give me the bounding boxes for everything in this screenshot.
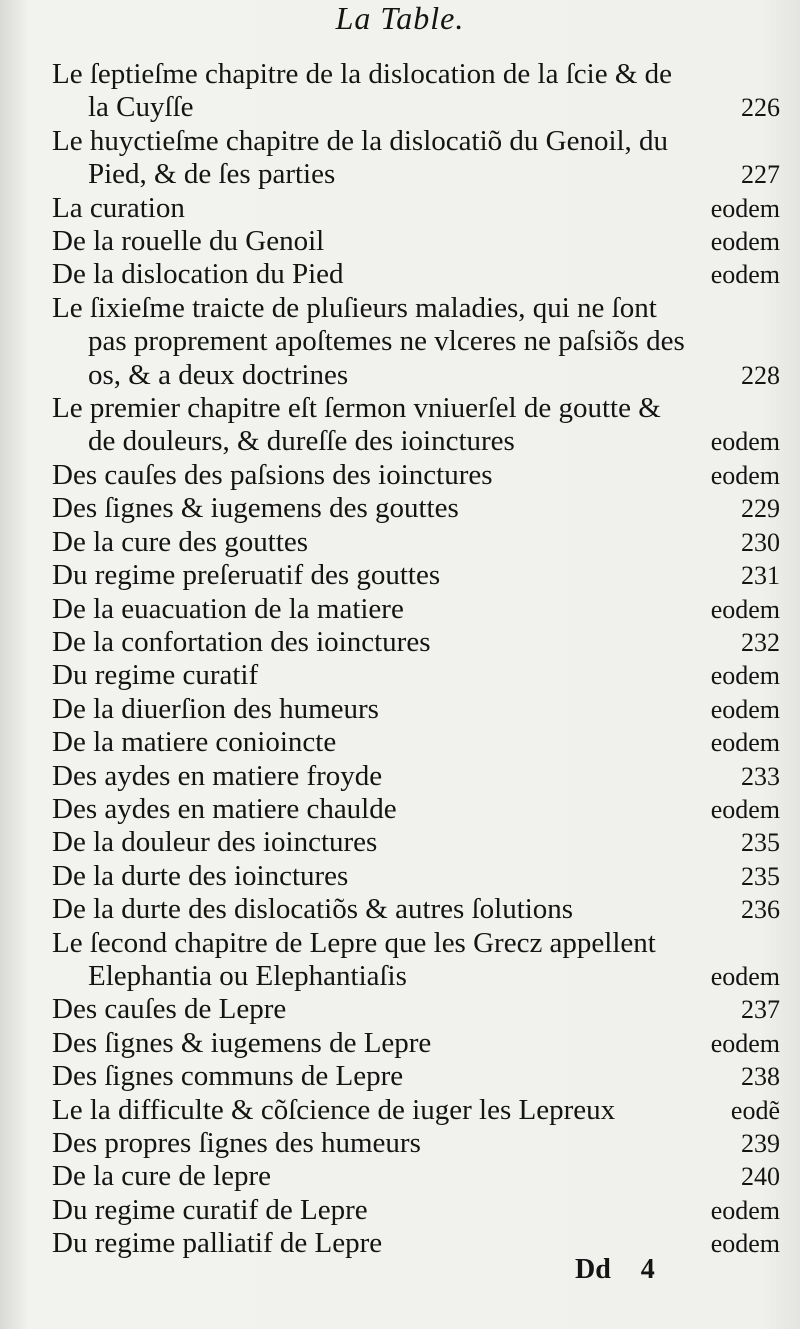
toc-entry-page: 239	[741, 1129, 780, 1158]
toc-entry-title	[52, 1127, 780, 1160]
toc-entry-page: eodem	[710, 961, 780, 991]
toc-entry-page: 226	[741, 93, 780, 123]
toc-entry-page: 231	[741, 561, 780, 591]
toc-entry-title	[52, 626, 780, 659]
toc-entry-title	[52, 392, 780, 459]
toc-entry-title	[52, 659, 780, 692]
toc-entry	[52, 826, 780, 859]
toc-entry	[52, 526, 780, 559]
toc-entry	[52, 726, 780, 759]
toc-entry-line: Le huyctieſme chapitre de la dislocatiõ du Genoil, du	[52, 124, 669, 157]
toc-entry-page: eodem	[710, 794, 780, 824]
toc-entry-page: eodẽ	[730, 1095, 780, 1125]
toc-entry-line: Des cauſes de Lepre	[52, 993, 287, 1026]
toc-entry-page: 232	[741, 627, 780, 657]
toc-entry	[52, 1194, 780, 1227]
toc-entry-page: eodem	[710, 460, 780, 490]
toc-entry	[52, 1027, 780, 1060]
toc-entry-line: Des aydes en matiere chaulde	[52, 792, 397, 825]
toc-entry-line: De la cure de lepre	[52, 1160, 271, 1193]
toc-entry-page: eodem	[710, 260, 780, 290]
toc-entry-page: 236	[741, 895, 780, 925]
toc-entry-line: Du regime curatif	[52, 659, 259, 692]
toc-entry-page: eodem	[710, 594, 780, 624]
toc-entry-line: Du regime curatif de Lepre	[52, 1193, 368, 1226]
toc-entry-page: eodem	[710, 1195, 780, 1225]
toc-entry	[52, 559, 780, 592]
toc-entry	[52, 1127, 780, 1160]
toc-entry	[52, 693, 780, 726]
toc-entry-line: Pied, & de ſes parties	[88, 158, 336, 191]
toc-entry-page: eodem	[710, 661, 780, 691]
toc-entry-line: Des ſignes & iugemens des gouttes	[52, 492, 459, 525]
table-of-contents	[52, 58, 780, 1261]
toc-entry-page: eodem	[710, 1028, 780, 1058]
toc-entry-page: 228	[741, 360, 780, 390]
toc-entry	[52, 1094, 780, 1127]
toc-entry-page: eodem	[710, 193, 780, 223]
toc-entry	[52, 392, 780, 459]
toc-entry-title	[52, 258, 780, 291]
running-header: La Table.	[335, 0, 465, 36]
toc-entry	[52, 192, 780, 225]
toc-entry	[52, 860, 780, 893]
toc-entry-page: 229	[741, 494, 780, 524]
toc-entry-title	[52, 726, 780, 759]
toc-entry-title	[52, 192, 780, 225]
toc-entry-line: De la euacuation de la matiere	[52, 592, 404, 625]
toc-entry-page: 230	[741, 527, 780, 557]
toc-entry-line: De la diuerſion des humeurs	[52, 692, 379, 725]
toc-entry-title	[52, 1160, 780, 1193]
toc-entry-page: 237	[741, 995, 780, 1025]
toc-entry-title	[52, 693, 780, 726]
toc-entry-title	[52, 760, 780, 793]
toc-entry-title	[52, 526, 780, 559]
toc-entry-line: Des aydes en matiere froyde	[52, 759, 383, 792]
toc-entry-title	[52, 292, 780, 392]
toc-entry-page: eodem	[710, 1229, 780, 1259]
toc-entry-title	[52, 860, 780, 893]
toc-entry-line: De la durte des ioinctures	[52, 859, 349, 892]
toc-entry	[52, 927, 780, 994]
toc-entry-line: Le ſeptieſme chapitre de la dislocation de la ſcie & de	[52, 58, 673, 90]
toc-entry-line: De la dislocation du Pied	[52, 258, 344, 291]
toc-entry	[52, 225, 780, 258]
toc-entry-title	[52, 1027, 780, 1060]
toc-entry-page: 235	[741, 861, 780, 891]
toc-entry-line: De la cure des gouttes	[52, 525, 309, 558]
toc-entry-page: 233	[741, 761, 780, 791]
toc-entry-line: De la douleur des ioinctures	[52, 826, 378, 859]
toc-entry-title	[52, 559, 780, 592]
toc-entry-page: 238	[741, 1062, 780, 1092]
toc-entry-page: 240	[741, 1162, 780, 1192]
toc-entry-page: eodem	[710, 694, 780, 724]
toc-entry-title	[52, 927, 780, 994]
toc-entry-title	[52, 1060, 780, 1093]
toc-entry-line: Elephantia ou Elephantiaſis	[88, 959, 407, 992]
toc-entry-line: De la durte des dislocatiõs & autres ſolutions	[52, 893, 574, 926]
toc-entry-title	[52, 58, 780, 125]
toc-entry-page: 235	[741, 828, 780, 858]
toc-entry-line: os, & a deux doctrines	[88, 358, 349, 391]
toc-entry-title	[52, 993, 780, 1026]
toc-entry-line: Des ſignes communs de Lepre	[52, 1060, 404, 1093]
toc-entry-title	[52, 1094, 780, 1127]
toc-entry-line: La curation	[52, 191, 185, 224]
toc-entry	[52, 626, 780, 659]
toc-entry-title	[52, 826, 780, 859]
toc-entry-line: de douleurs, & dureſſe des ioinctures	[88, 425, 515, 458]
signature-mark: Dd	[575, 1254, 611, 1285]
toc-entry-page: eodem	[710, 427, 780, 457]
toc-entry	[52, 893, 780, 926]
toc-entry-line: De la rouelle du Genoil	[52, 225, 325, 258]
toc-entry-title	[52, 1194, 780, 1227]
toc-entry-title	[52, 492, 780, 525]
toc-entry-line: Du regime palliatif de Lepre	[52, 1227, 383, 1260]
toc-entry-title	[52, 593, 780, 626]
toc-entry-title	[52, 793, 780, 826]
toc-entry	[52, 492, 780, 525]
toc-entry	[52, 1060, 780, 1093]
toc-entry-line: la Cuyſſe	[88, 91, 194, 124]
toc-entry-page: eodem	[710, 227, 780, 257]
toc-entry-page: eodem	[710, 728, 780, 758]
toc-entry	[52, 1160, 780, 1193]
toc-entry	[52, 760, 780, 793]
toc-entry-line: Du regime preſeruatif des gouttes	[52, 559, 441, 592]
page-footer	[575, 1254, 685, 1286]
toc-entry-title	[52, 125, 780, 192]
toc-entry	[52, 593, 780, 626]
toc-entry	[52, 58, 780, 125]
toc-entry	[52, 258, 780, 291]
toc-entry-line: Le ſecond chapitre de Lepre que les Grecz appellent	[52, 926, 656, 959]
toc-entry	[52, 125, 780, 192]
toc-entry-line: Le premier chapitre eſt ſermon vniuerſel de goutte &	[52, 392, 661, 425]
toc-entry-title	[52, 225, 780, 258]
toc-entry	[52, 292, 780, 392]
toc-entry-line: De la matiere conioincte	[52, 726, 337, 759]
toc-entry-line: Des cauſes des paſsions des ioinctures	[52, 458, 493, 491]
toc-entry	[52, 459, 780, 492]
toc-entry	[52, 793, 780, 826]
toc-entry-line: pas proprement apoſtemes ne vlceres ne paſsiõs des	[88, 325, 685, 358]
toc-entry-title	[52, 893, 780, 926]
toc-entry	[52, 659, 780, 692]
toc-entry-title	[52, 459, 780, 492]
toc-entry-line: Des propres ſignes des humeurs	[52, 1127, 421, 1159]
toc-entry-line: De la confortation des ioinctures	[52, 625, 431, 658]
toc-entry-page: 227	[741, 160, 780, 190]
toc-entry-line: Des ſignes & iugemens de Lepre	[52, 1026, 432, 1059]
toc-entry-line: Le la difficulte & cõſcience de iuger les Lepreux	[52, 1093, 616, 1126]
page-number: 4	[640, 1254, 655, 1285]
toc-entry-line: Le ſixieſme traicte de pluſieurs maladies, qui ne ſont	[52, 291, 657, 324]
toc-entry	[52, 993, 780, 1026]
